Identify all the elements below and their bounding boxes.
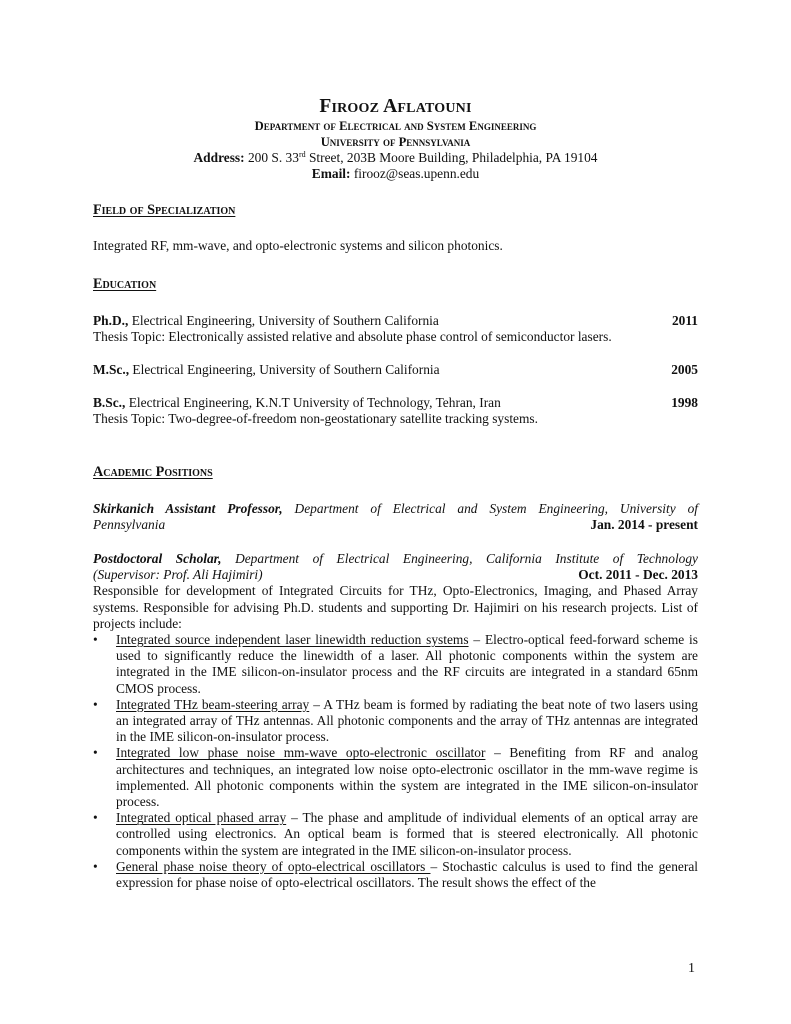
project-description: – Stochastic calculus is used to find the general expression for phase noise of opto-electrical oscillators. The result shows the effect of the	[116, 858, 698, 891]
specialization-text: Integrated RF, mm-wave, and opto-electronic systems and silicon photonics.	[93, 238, 503, 253]
degree: Ph.D.,	[93, 313, 129, 328]
bullet-icon: •	[93, 745, 98, 761]
education-entry-phd	[93, 313, 698, 345]
project-description: – Benefiting from RF and analog architectures and techniques, an integrated low noise opto-electronic oscillator in the mm-wave regime is implemented. All photonic components within the system are integrated in the IME silicon-on-insulator process.	[116, 745, 698, 810]
position-role: Postdoctoral Scholar,	[93, 551, 222, 566]
position-org: Department of Electrical Engineering, California Institute of Technology	[221, 551, 698, 566]
project-list	[93, 632, 698, 891]
address-line	[93, 150, 698, 166]
project-item	[93, 745, 698, 810]
bullet-icon: •	[93, 858, 98, 874]
position-line-1	[93, 551, 698, 567]
thesis-topic: Thesis Topic: Two-degree-of-freedom non-geostationary satellite tracking systems.	[93, 411, 538, 427]
address-label: Address:	[193, 150, 245, 165]
address-superscript: rd	[298, 150, 306, 159]
project-description: – A THz beam is formed by radiating the beat note of two lasers using an integrated array of THz antennas. All photonic components and the array of THz antennas are integrated in the IME silicon-on-insulator process.	[116, 696, 698, 745]
project-description: – The phase and amplitude of individual elements of an optical array are controlled using electronics. An optical beam is formed that is steered electronically. All photonic components within the system are integrated in the IME silicon-on-insulator process.	[116, 810, 698, 858]
section-title-specialization: Field of Specialization	[93, 202, 236, 218]
degree-description: Electrical Engineering, University of Southern California	[129, 362, 440, 377]
address-part-1: 200 S. 33	[244, 150, 299, 165]
bullet-icon: •	[93, 696, 98, 712]
position-dates: Jan. 2014 - present	[590, 517, 698, 533]
position-supervisor: (Supervisor: Prof. Ali Hajimiri)	[93, 567, 263, 583]
department: Department of Electrical and System Engineering	[254, 119, 537, 133]
degree-year: 2011	[671, 313, 698, 328]
position-dates: Oct. 2011 - Dec. 2013	[578, 567, 698, 583]
position-entry-professor	[93, 501, 698, 533]
page-number: 1	[688, 961, 695, 976]
project-title: Integrated THz beam-steering array	[116, 696, 310, 712]
degree-description: Electrical Engineering, K.N.T University of Technology, Tehran, Iran	[125, 395, 501, 410]
bullet-icon: •	[93, 632, 98, 648]
section-title-academic-positions: Academic Positions	[93, 464, 213, 480]
project-description: – Electro-optical feed-forward scheme is used to significantly reduce the linewidth of a laser. All photonic components within the system are integrated in the IME silicon-on-insulator process and the RF circuits are integrated in a standard 65nm CMOS process.	[116, 632, 698, 696]
project-item	[93, 632, 698, 697]
degree: M.Sc.,	[93, 362, 130, 377]
section-title-education: Education	[93, 276, 157, 292]
university: University of Pennsylvania	[320, 135, 471, 149]
author-name: Firooz Aflatouni	[319, 96, 472, 117]
email-value[interactable]: firooz@seas.upenn.edu	[350, 166, 480, 181]
education-entry-msc	[93, 362, 698, 378]
project-title: Integrated optical phased array	[116, 810, 287, 826]
address-part-2: Street, 203B Moore Building, Philadelphia, PA 19104	[305, 150, 598, 165]
position-org-continued: Pennsylvania	[93, 517, 166, 533]
degree-year: 2005	[671, 362, 698, 377]
project-item	[93, 810, 698, 859]
project-title: Integrated low phase noise mm-wave opto-electronic oscillator	[116, 745, 486, 761]
position-org: Department of Electrical and System Engineering, University of	[282, 501, 699, 516]
project-title: General phase noise theory of opto-electrical oscillators	[116, 858, 431, 874]
position-description: Responsible for development of Integrated Circuits for THz, Opto-Electronics, Imaging, and Phased Array systems. Responsible for advising Ph.D. students and supporting Dr. Hajimiri on his research projects. List of projects include:	[93, 583, 698, 631]
bullet-icon: •	[93, 810, 98, 826]
position-role: Skirkanich Assistant Professor,	[93, 501, 283, 516]
degree-year: 1998	[671, 395, 698, 410]
project-item	[93, 697, 698, 746]
education-entry-bsc	[93, 395, 698, 427]
thesis-topic: Thesis Topic: Electronically assisted relative and absolute phase control of semiconductor lasers.	[93, 329, 612, 345]
email-label: Email:	[311, 166, 351, 181]
position-entry-postdoc	[93, 551, 698, 891]
cv-header	[93, 96, 698, 182]
project-title: Integrated source independent laser linewidth reduction systems	[116, 632, 469, 648]
project-item	[93, 859, 698, 891]
position-line-1	[93, 501, 698, 517]
email-line	[93, 166, 698, 182]
degree-description: Electrical Engineering, University of Southern California	[128, 313, 439, 328]
degree: B.Sc.,	[93, 395, 126, 410]
